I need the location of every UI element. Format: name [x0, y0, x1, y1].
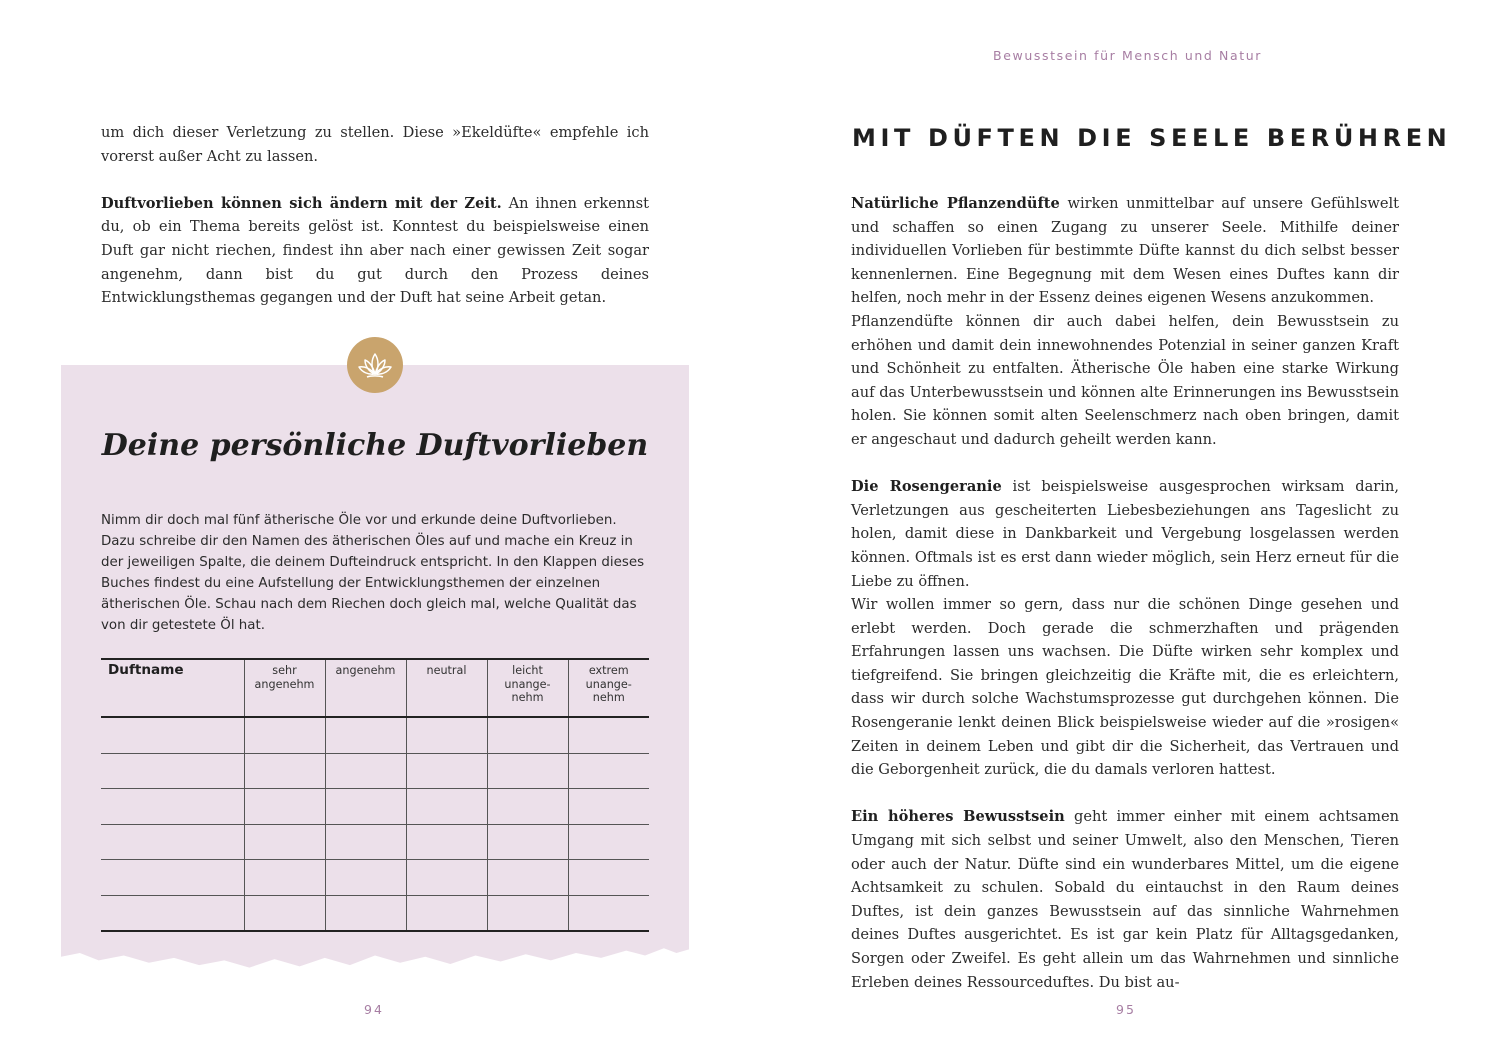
- table-row: [101, 860, 649, 896]
- page-number-right: 95: [1116, 1002, 1136, 1017]
- table-cell[interactable]: [325, 717, 406, 753]
- page-number-left: 94: [364, 1002, 384, 1017]
- right-body-text: [851, 192, 1399, 994]
- right-paragraph-1-bold: Natürliche Pflanzendüfte: [851, 195, 1060, 212]
- table-cell[interactable]: [244, 860, 325, 896]
- table-row: [101, 789, 649, 825]
- right-paragraph-1: [851, 192, 1399, 310]
- right-paragraph-2: [851, 310, 1399, 452]
- table-cell[interactable]: [325, 895, 406, 931]
- left-paragraph-2: [101, 192, 649, 310]
- table-cell[interactable]: [568, 860, 649, 896]
- table-row: [101, 753, 649, 789]
- table-cell[interactable]: [487, 753, 568, 789]
- table-cell[interactable]: [568, 753, 649, 789]
- table-cell[interactable]: [244, 824, 325, 860]
- chapter-heading: MIT DÜFTEN DIE SEELE BERÜHREN: [852, 124, 1452, 152]
- table-cell[interactable]: [487, 789, 568, 825]
- table-cell[interactable]: [406, 753, 487, 789]
- table-cell[interactable]: [406, 895, 487, 931]
- left-paragraph-2-text: An ihnen erkennst du, ob ein Thema bereits gelöst ist. Konntest du beispielsweise einen Duft gar nicht riechen, findest ihn aber nach einer gewissen Zeit sogar angenehm, dann bist du gut durch den Prozess deines Entwicklungsthemas gegangen und der Duft hat seine Arbeit getan.: [101, 194, 649, 307]
- table-cell[interactable]: [487, 824, 568, 860]
- right-paragraph-4: [851, 593, 1399, 782]
- table-cell[interactable]: [406, 824, 487, 860]
- table-header-row: [101, 659, 649, 717]
- running-head: Bewusstsein für Mensch und Natur: [993, 48, 1262, 63]
- column-header-sehr-angenehm: sehr angenehm: [244, 659, 325, 717]
- table-cell[interactable]: [101, 860, 244, 896]
- card-title: Deine persönliche Duftvorlieben: [101, 428, 649, 463]
- table-cell[interactable]: [244, 789, 325, 825]
- table-cell[interactable]: [487, 717, 568, 753]
- table-row: [101, 895, 649, 931]
- card-instructions: Nimm dir doch mal fünf ätherische Öle vor und erkunde deine Duftvorlieben. Dazu schreibe dir den Namen des ätherischen Öles auf und mache ein Kreuz in der jeweiligen Spalte, die deinem Dufteindruck entspricht. In den Klappen dieses Buches findest du eine Aufstellung der Entwicklungsthemen der einzelnen ätherischen Öle. Schau nach dem Riechen doch gleich mal, welche Qualität das von dir getestete Öl hat.: [101, 513, 645, 633]
- left-paragraph-2-bold: Duftvorlieben können sich ändern mit der Zeit.: [101, 194, 502, 212]
- table-cell[interactable]: [325, 860, 406, 896]
- table-cell[interactable]: [325, 753, 406, 789]
- right-paragraph-5-text: geht immer einher mit einem achtsamen Umgang mit sich selbst und seiner Umwelt, also den Menschen, Tieren oder auch der Natur. Düfte sind ein wunderbares Mittel, um die eigene Achtsamkeit zu schulen. Sobald du eintauchst in den Raum deines Duftes, ist dein ganzes Bewusstsein auf das sinnliche Wahrnehmen deines Duftes ausgerichtet. Es ist gar kein Platz für Alltagsgedanken, Sorgen oder Zweifel. Es geht allein um das Wahrnehmen und sinnliche Erleben deines Ressourceduftes. Du bist au-: [851, 808, 1399, 991]
- table-cell[interactable]: [568, 895, 649, 931]
- table-cell[interactable]: [325, 824, 406, 860]
- table-cell[interactable]: [568, 717, 649, 753]
- table-cell[interactable]: [101, 753, 244, 789]
- table-cell[interactable]: [487, 860, 568, 896]
- scent-preference-table: [101, 658, 649, 932]
- column-header-duftname: Duftname: [101, 659, 244, 717]
- table-cell[interactable]: [406, 860, 487, 896]
- table-cell[interactable]: [487, 895, 568, 931]
- lotus-icon: [347, 337, 403, 393]
- table-cell[interactable]: [244, 895, 325, 931]
- table-row: [101, 717, 649, 753]
- table-cell[interactable]: [101, 824, 244, 860]
- table-cell[interactable]: [325, 789, 406, 825]
- table-cell[interactable]: [101, 895, 244, 931]
- right-paragraph-3-bold: Die Rosengeranie: [851, 478, 1002, 496]
- lotus-badge: [347, 337, 403, 393]
- right-paragraph-4-text: Wir wollen immer so gern, dass nur die schönen Dinge gesehen und erlebt werden. Doch gerade die schmerzhaften und prägenden Erfahrungen lassen uns wachsen. Die Düfte wirken sehr komplex und tiefgreifend. Sie bringen gleichzeitig die Kräfte mit, die es erleichtern, dass wir durch solche Wachstumsprozesse gut durchgehen können. Die Rosengeranie lenkt deinen Blick beispielsweise wieder auf die »rosigen« Zeiten in deinem Leben und gibt dir die Sicherheit, das Vertrauen und die Geborgenheit zurück, die du damals verloren hattest.: [851, 596, 1399, 779]
- table-cell[interactable]: [406, 717, 487, 753]
- right-paragraph-1-text: wirken unmittelbar auf unsere Gefühlswelt und schaffen so einen Zugang zu unserer Seele. Mithilfe deiner individuellen Vorlieben für bestimmte Düfte kannst du dich selbst besser kennenlernen. Eine Begegnung mit dem Wesen eines Duftes kann dir helfen, noch mehr in der Essenz deines eigenen Wesens anzukommen.: [851, 195, 1399, 307]
- table-cell[interactable]: [406, 789, 487, 825]
- right-paragraph-3: [851, 475, 1399, 593]
- column-header-angenehm: angenehm: [325, 659, 406, 717]
- column-header-extrem-unangenehm: extrem unange-nehm: [568, 659, 649, 717]
- left-paragraph-1: [101, 121, 649, 168]
- column-header-leicht-unangenehm: leicht unange-nehm: [487, 659, 568, 717]
- right-paragraph-3-text: ist beispielsweise ausgesprochen wirksam darin, Verletzungen aus gescheiterten Liebesbeziehungen ans Tageslicht zu holen, damit diese in Dankbarkeit und Vergebung losgelassen werden können. Oftmals ist es erst dann wieder möglich, sein Herz erneut für die Liebe zu öffnen.: [851, 478, 1399, 590]
- right-paragraph-5: [851, 805, 1399, 994]
- table-cell[interactable]: [568, 824, 649, 860]
- left-body-text: [101, 121, 649, 310]
- table-cell[interactable]: [244, 717, 325, 753]
- right-page: [750, 0, 1500, 1064]
- table-cell[interactable]: [244, 753, 325, 789]
- right-paragraph-5-bold: Ein höheres Bewusstsein: [851, 808, 1065, 826]
- table-cell[interactable]: [101, 717, 244, 753]
- table-cell[interactable]: [101, 789, 244, 825]
- left-paragraph-1-text: um dich dieser Verletzung zu stellen. Diese »Ekeldüfte« empfehle ich vorerst außer Acht zu lassen.: [101, 124, 649, 165]
- right-paragraph-2-text: Pflanzendüfte können dir auch dabei helfen, dein Bewusstsein zu erhöhen und damit dein innewohnendes Potenzial in seiner ganzen Kraft und Schönheit zu entfalten. Ätherische Öle haben eine starke Wirkung auf das Unterbewusstsein und können alte Erinnerungen ins Bewusstsein holen. Sie können somit alten Seelenschmerz nach oben bringen, damit er angeschaut und dadurch geheilt werden kann.: [851, 312, 1399, 448]
- table-cell[interactable]: [568, 789, 649, 825]
- table-row: [101, 824, 649, 860]
- column-header-neutral: neutral: [406, 659, 487, 717]
